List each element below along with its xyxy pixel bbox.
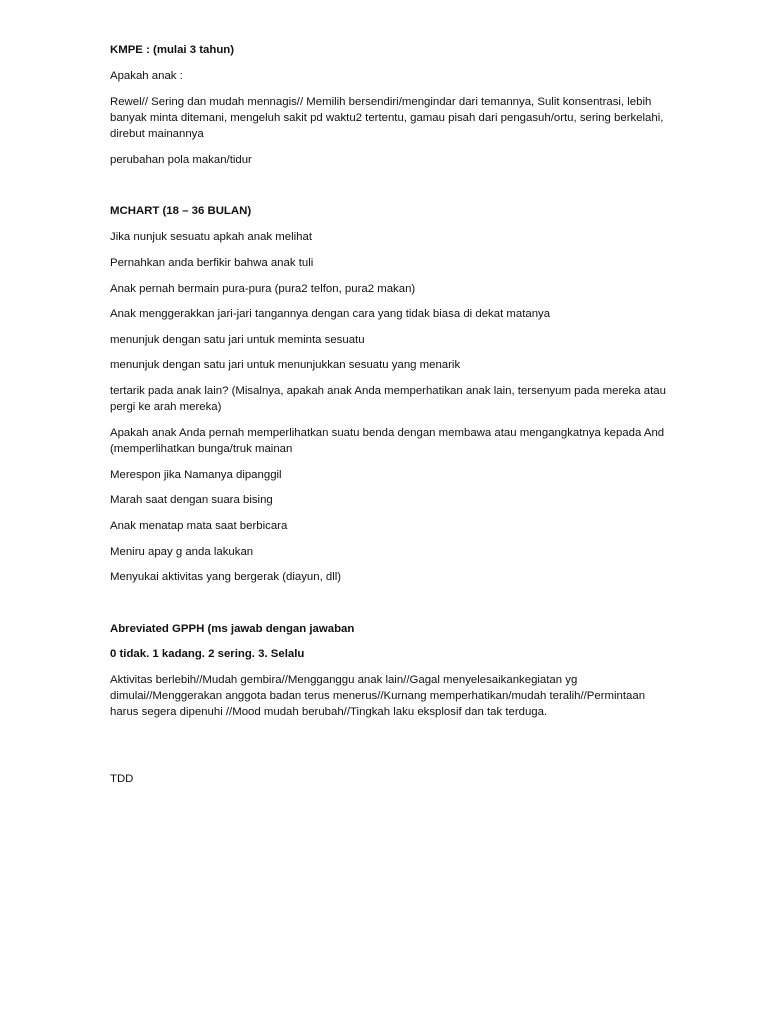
kmpe-intro: Apakah anak : bbox=[110, 70, 183, 82]
kmpe-heading: KMPE : (mulai 3 tahun) bbox=[110, 44, 235, 56]
gpph-heading: Abreviated GPPH (ms jawab dengan jawaban bbox=[110, 623, 355, 635]
mchart-item: Merespon jika Namanya dipanggil bbox=[110, 469, 282, 481]
mchart-item: menunjuk dengan satu jari untuk meminta sesuatu bbox=[110, 334, 365, 346]
kmpe-symptoms: Rewel// Sering dan mudah mennagis// Memilih bersendiri/mengindar dari temannya, Sulit konsentrasi, lebih banyak minta ditemani, mengeluh sakit pd waktu2 tertentu, gamau pisah dari pengasuh/ortu, sering berkelahi, direbut mainannya bbox=[110, 96, 664, 140]
gpph-scale: 0 tidak. 1 kadang. 2 sering. 3. Selalu bbox=[110, 648, 305, 660]
gpph-items: Aktivitas berlebih//Mudah gembira//Mengganggu anak lain//Gagal menyelesaikankegiatan yg dimulai//Menggerakan anggota badan terus menerus//Kurnang memperhatikan/mudah teralih//Permintaan harus segera dipenuhi //Mood mudah berubah//Tingkah laku eksplosif dan tak terduga. bbox=[110, 674, 646, 718]
mchart-heading: MCHART (18 – 36 BULAN) bbox=[110, 205, 252, 217]
mchart-item: Menyukai aktivitas yang bergerak (diayun, dll) bbox=[110, 571, 342, 583]
mchart-item: Pernahkan anda berfikir bahwa anak tuli bbox=[110, 257, 314, 269]
mchart-item: Anak menggerakkan jari-jari tangannya dengan cara yang tidak biasa di dekat matanya bbox=[110, 308, 551, 320]
mchart-item: Apakah anak Anda pernah memperlihatkan suatu benda dengan membawa atau mengangkatnya kepada And (memperlihatkan bunga/truk mainan bbox=[110, 427, 665, 455]
mchart-item: Marah saat dengan suara bising bbox=[110, 494, 273, 506]
mchart-item: menunjuk dengan satu jari untuk menunjukkan sesuatu yang menarik bbox=[110, 359, 461, 371]
kmpe-extra: perubahan pola makan/tidur bbox=[110, 154, 252, 166]
mchart-item: Jika nunjuk sesuatu apkah anak melihat bbox=[110, 231, 312, 243]
mchart-item: Anak menatap mata saat berbicara bbox=[110, 520, 288, 532]
mchart-item: Meniru apay g anda lakukan bbox=[110, 546, 254, 558]
mchart-item: Anak pernah bermain pura-pura (pura2 telfon, pura2 makan) bbox=[110, 283, 416, 295]
tdd-heading: TDD bbox=[110, 773, 134, 785]
mchart-item: tertarik pada anak lain? (Misalnya, apakah anak Anda memperhatikan anak lain, tersenyum pada mereka atau pergi ke arah mereka) bbox=[110, 385, 666, 413]
